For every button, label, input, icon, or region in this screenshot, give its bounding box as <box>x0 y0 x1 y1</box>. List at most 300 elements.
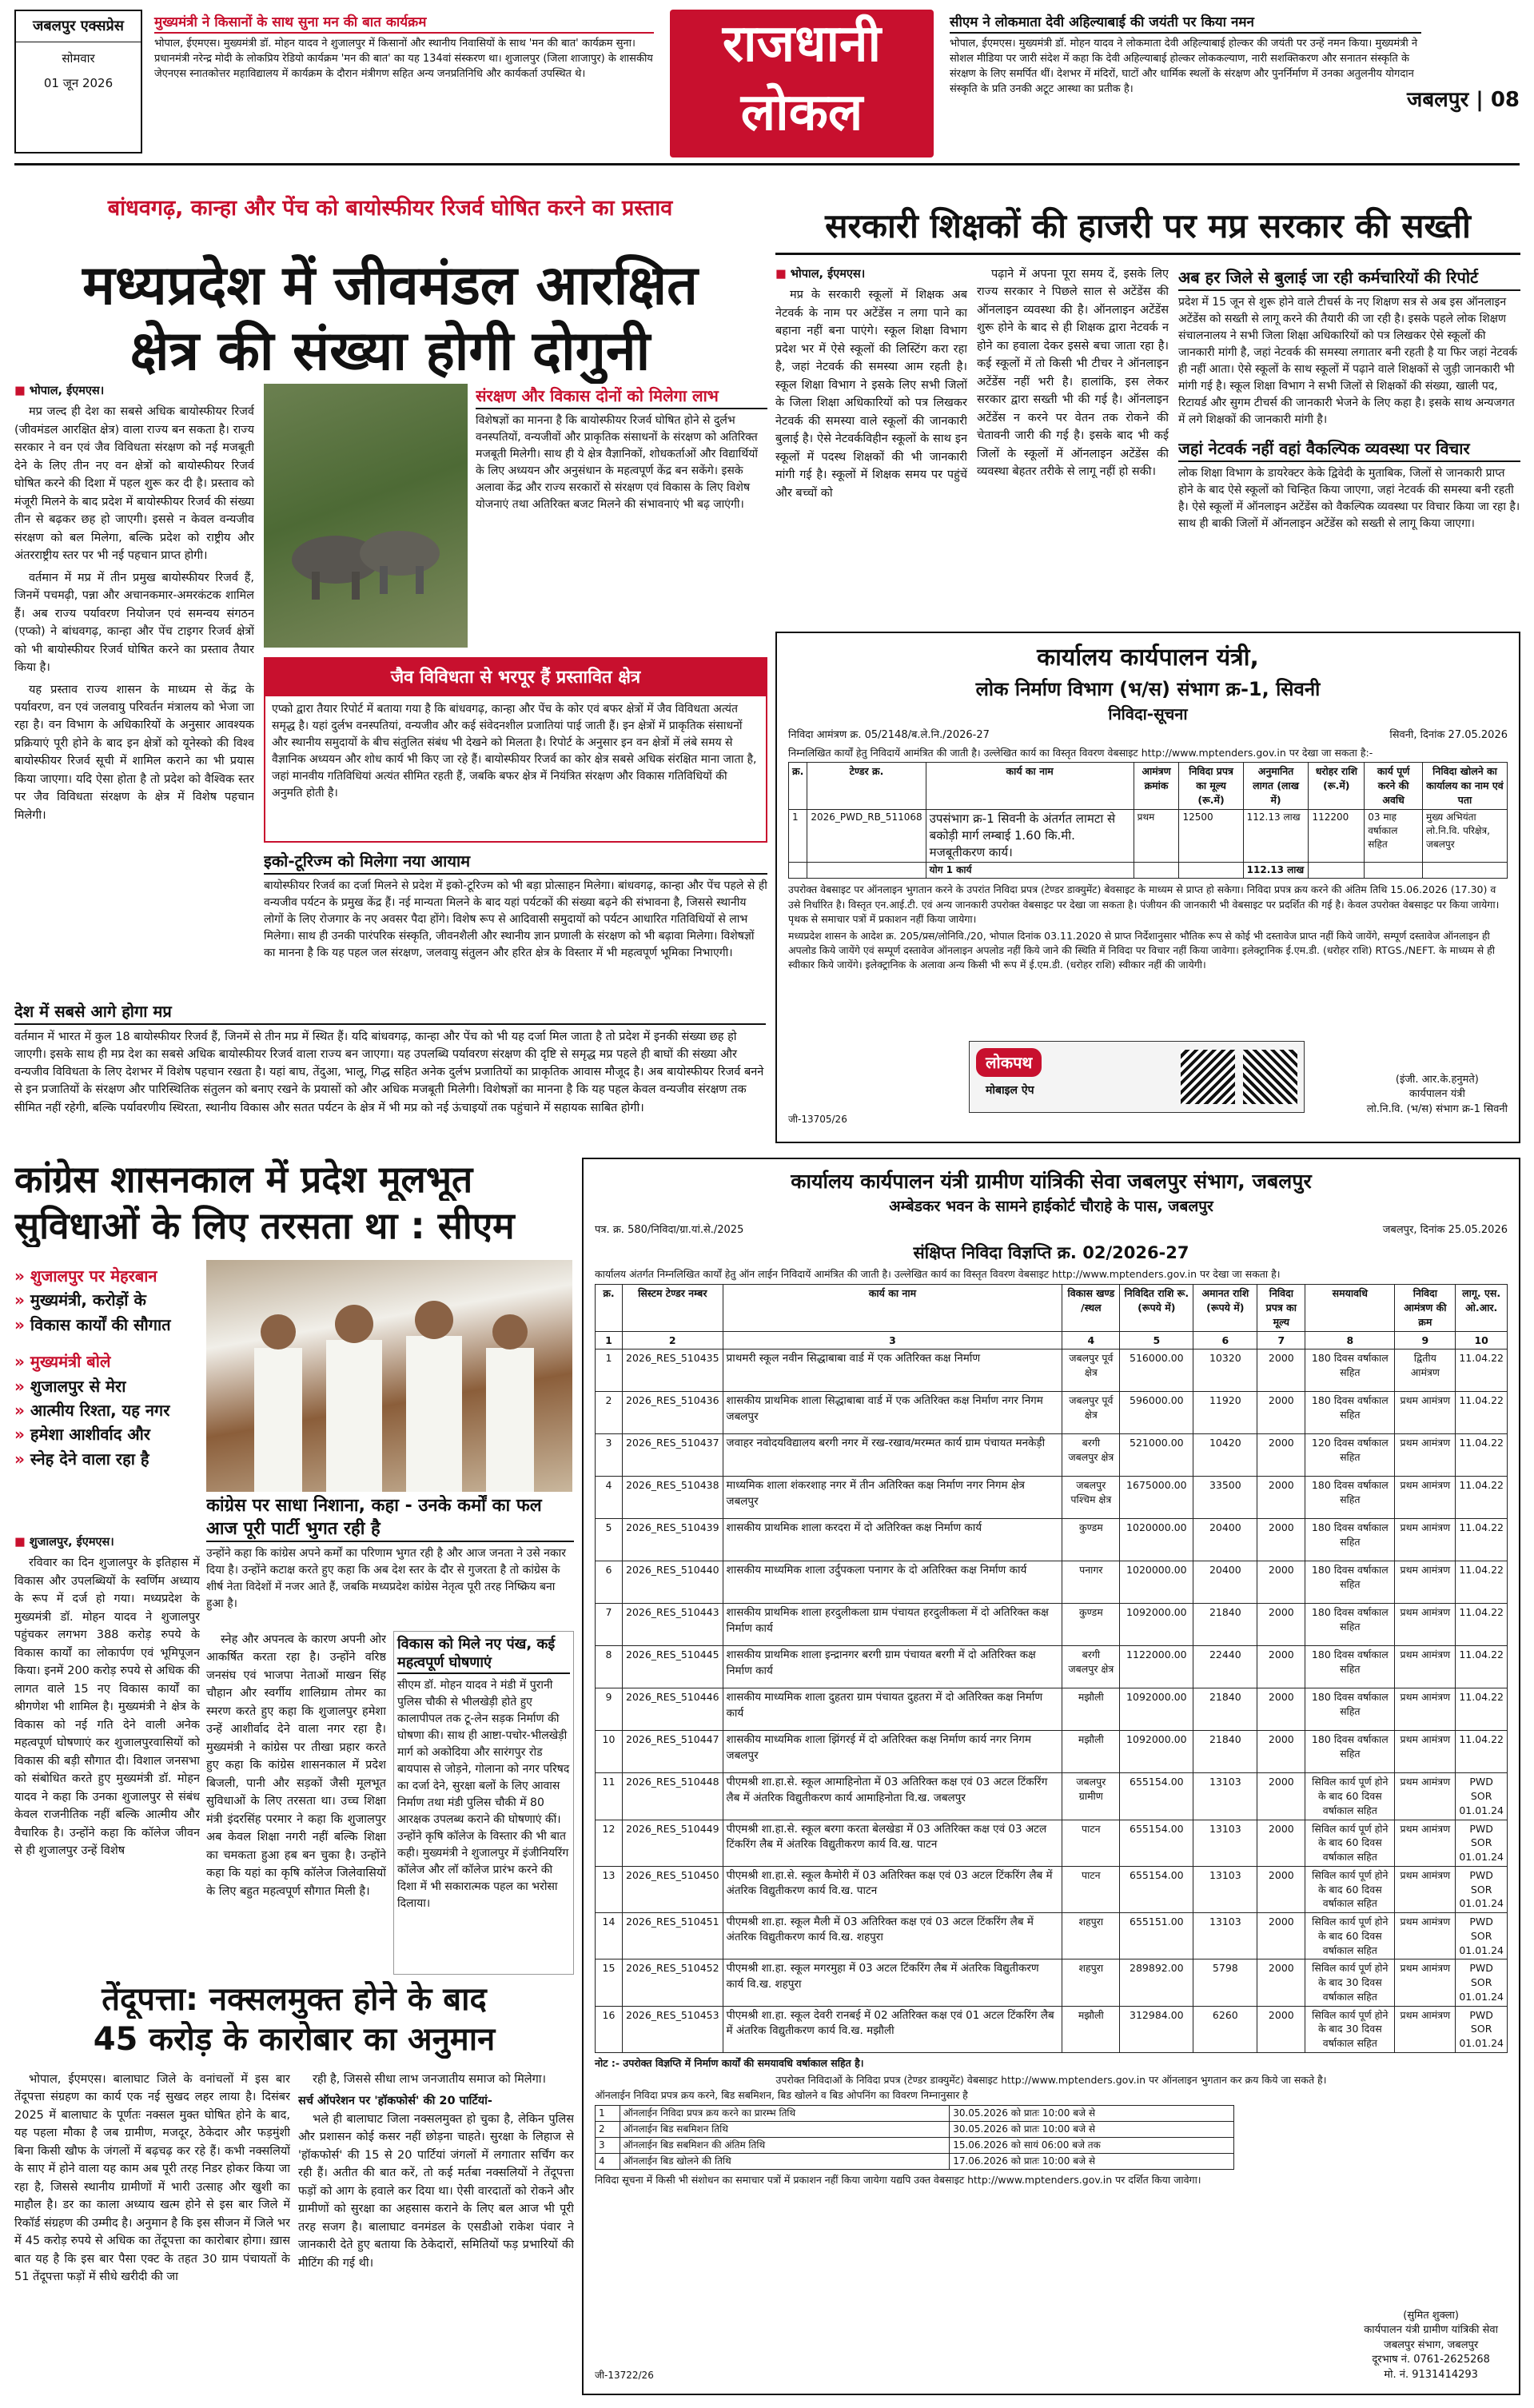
td: 11.04.22 <box>1456 1350 1508 1392</box>
th: आमंत्रण क्रमांक <box>1134 763 1179 809</box>
td: प्रथम आमंत्रण <box>1395 1773 1456 1820</box>
ad-subtitle: लोक निर्माण विभाग (भ/स) संभाग क्र-1, सिवनी <box>975 677 1321 700</box>
td: 2000 <box>1257 1519 1305 1561</box>
td: 2000 <box>1257 1434 1305 1477</box>
table-row <box>596 1820 1508 1866</box>
td: 180 दिवस वर्षाकाल सहित <box>1305 1731 1395 1773</box>
kicker <box>14 1448 198 1470</box>
td: 11.04.22 <box>1456 1434 1508 1477</box>
td: 112.13 लाख <box>1243 809 1309 863</box>
td: 1 <box>596 2106 620 2122</box>
ad-text: ऑनलाईन निविदा प्रपत्र क्रय करने, बिड सबमिशन, बिड खोलने व बिड ओपनिंग का विवरण निम्नानुसार है <box>595 2089 968 2102</box>
congress-column-1 <box>14 1533 200 1973</box>
td: पीएमश्री शा.हा. स्कूल मगरमुहा में 03 अटल टिंकरिंग लैब में अंतरिक विद्युतीकरण कार्य वि.ख. शहपुरा <box>723 1959 1062 2006</box>
td: शासकीय माध्यमिक शाला उर्दुपकला पनागर के दो अतिरिक्त कक्ष निर्माण कार्य <box>723 1561 1062 1604</box>
td: 13103 <box>1193 1773 1257 1820</box>
td: 2000 <box>1257 1731 1305 1773</box>
paragraph: यह प्रस्ताव राज्य शासन के माध्यम से केंद्र के पर्यावरण, वन एवं जलवायु परिवर्तन मंत्रालय को भेजा जा रहा है। वन विभाग के अधिकारियों के अनुसार आवश्यक प्रक्रियाएं पूरी होने के बाद इन क्षेत्रों को यूनेस्को की विश्व बायोस्फीयर रिजर्व सूची में शामिल कराने का भी प्रयास किया जाएगा। यदि ऐसा होता है तो प्रदेश को वैश्विक स्तर पर जैव विविधता संरक्षण के क्षेत्र में विशेष पहचान मिलेगी। <box>14 683 254 822</box>
td: 2000 <box>1257 1820 1305 1866</box>
byline: ■ भोपाल, ईएमएस। <box>775 265 967 283</box>
td: 655151.00 <box>1120 1913 1193 1959</box>
td: 8 <box>596 1646 623 1688</box>
kicker-text: शुजालपुर से मेरा <box>30 1376 126 1396</box>
td: 13103 <box>1193 1913 1257 1959</box>
td: माध्यमिक शाला शंकरशाह नगर में तीन अतिरिक्त कक्ष निर्माण नगर निगम क्षेत्र जबलपुर <box>723 1477 1062 1519</box>
paragraph: रविवार का दिन शुजालपुर के इतिहास में विकास और उपलब्धियों के स्वर्णिम अध्याय के रूप में दर्ज हो गया। मध्यप्रदेश के मुख्यमंत्री डॉ. मोहन यादव ने शुजालपुर पहुंचकर लगभग 388 करोड़ रुपये के विकास कार्यों का लोकार्पण एवं भूमिपूजन किया। इनमें 200 करोड़ रुपये से अधिक की लागत वाले 15 नए विकास कार्यों का श्रीगणेश भी शामिल है। मुख्यमंत्री ने क्षेत्र के विकास को नई गति देने वाली अनेक महत्वपूर्ण घोषणाएं कर शुजालपुरवासियों को विकास की बड़ी सौगात दी। विशाल जनसभा को संबोधित करते हुए मुख्यमंत्री डॉ. मोहन यादव ने कहा कि उनका शुजालपुर से संबंध केवल राजनीतिक नहीं बल्कि आत्मीय और वैचारिक है। उन्होंने कहा कि कॉलेज जीवन से ही शुजालपुर उन्हें विशेष <box>14 1557 200 1857</box>
page-number: जबलपुर | 08 <box>1407 88 1520 112</box>
sidebar-benefits <box>476 384 767 648</box>
td: 22440 <box>1193 1646 1257 1688</box>
naxal-column-2 <box>298 2071 574 2398</box>
teachers-headline: सरकारी शिक्षकों की हाजरी पर मप्र सरकार की सख्ती <box>775 206 1520 255</box>
table-number-row <box>596 1331 1508 1350</box>
th: कार्य पूर्ण करने की अवधि <box>1365 763 1423 809</box>
td: 180 दिवस वर्षाकाल सहित <box>1305 1688 1395 1731</box>
td: प्रथम आमंत्रण <box>1395 1688 1456 1731</box>
ad-intro: निम्नलिखित कार्यों हेतु निविदायें आमंत्रित की जाती है। उल्लेखित कार्य का विस्तृत विवरण वेबसाइट http://www.mptenders.gov.in पर देखा जा सकता है:- <box>788 746 1373 759</box>
td: 1092000.00 <box>1120 1731 1193 1773</box>
paragraph: मप्र जल्द ही देश का सबसे अधिक बायोस्फीयर रिजर्व (जीवमंडल आरक्षित क्षेत्र) वाला राज्य बन सकता है। राज्य सरकार ने वन एवं जैव विविधता संरक्षण को नई मजबूती देने के लिए तीन नए वन क्षेत्रों को बायोस्फीयर रिजर्व घोषित करने की दिशा में पहल शुरू कर दी है। प्रस्ताव को मंजूरी मिलने के बाद प्रदेश में बायोस्फीयर रिजर्व की संख्या तीन से बढ़कर छह हो जाएगी। इससे न केवल वन्यजीव संरक्षण को बल मिलेगा, बल्कि प्रदेश को राष्ट्रीय और अंतरराष्ट्रीय स्तर पर भी नई पहचान प्राप्त होगी। <box>14 405 254 563</box>
ad-date: सिवनी, दिनांक 27.05.2026 <box>1389 729 1508 742</box>
kicker-text: मुख्यमंत्री, करोड़ों के <box>30 1290 146 1310</box>
masthead-story-left <box>154 13 654 82</box>
th: अनुमानित लागत (लाख में) <box>1243 763 1309 809</box>
box-title: विकास को मिले नए पंख, कई महत्वपूर्ण घोषणाएं <box>397 1635 570 1674</box>
td: 180 दिवस वर्षाकाल सहित <box>1305 1519 1395 1561</box>
sign-line: कार्यपालन यंत्री ग्रामीण यांत्रिकी सेवा <box>1364 2324 1498 2337</box>
td: शासकीय प्राथमिक शाला हरदुलीकला ग्राम पंचायत हरदुलीकला में दो अतिरिक्त कक्ष निर्माण कार्य <box>723 1604 1062 1646</box>
td: 655154.00 <box>1120 1773 1193 1820</box>
sign-line: लो.नि.वि. (भ/स) संभाग क्र-1 सिवनी <box>1366 1102 1508 1115</box>
td: 1 <box>789 809 807 863</box>
th: 10 <box>1456 1331 1508 1350</box>
kicker <box>14 1423 198 1445</box>
td: 6260 <box>1193 2006 1257 2052</box>
teachers-column-1 <box>775 265 967 625</box>
td: 10420 <box>1193 1434 1257 1477</box>
th: विकास खण्ड /स्थल <box>1062 1285 1120 1331</box>
kicker-text: स्नेह देने वाला रहा है <box>30 1449 149 1469</box>
td: 2026_RES_510453 <box>623 2006 723 2052</box>
td: शासकीय प्राथमिक शाला सिद्धाबाबा वार्ड में एक अतिरिक्त कक्ष निर्माण नगर निगम जबलपुर <box>723 1392 1062 1434</box>
td: PWD SOR 01.01.24 <box>1456 1959 1508 2006</box>
td: 13103 <box>1193 1820 1257 1866</box>
paper-box <box>14 10 142 153</box>
ad-text: मध्यप्रदेश शासन के आदेश क्र. 205/प्रस/लोनिवि./20, भोपाल दिनांक 03.11.2020 से प्राप्त निर्देशानुसार भौतिक रूप से कोई भी दस्तावेज प्राप्त नहीं किये जायेंगे, सम्पूर्ण दस्तावेज ऑनलाइन ही अपलोड किये जायेंगे एवं सम्पूर्ण दस्तावेज ऑनलाइन अपलोड नहीं किये जाने की स्थिति में निविदा पर विचार नहीं किया जावेगा। इलेक्ट्रानिक ई.एम.डी. (धरोहर राशि) RTGS./NEFT. के माध्यम से ही स्वीकार किये जायेंगे। इलेक्ट्रानिक के अलावा अन्य किसी भी रूप में ई.एम.डी. (धरोहर राशि) स्वीकार नहीं की जायेगी। <box>788 929 1496 971</box>
td: 180 दिवस वर्षाकाल सहित <box>1305 1477 1395 1519</box>
sidebar-text: विशेषज्ञों का मानना है कि बायोस्फीयर रिजर्व घोषित होने से दुर्लभ वनस्पतियों, वन्यजीवों और प्राकृतिक संसाधनों के संरक्षण को अतिरिक्त मजबूती मिलेगी। साथ ही ये क्षेत्र वैज्ञानिकों, शोधकर्ताओं और विद्यार्थियों के लिए अध्ययन और अनुसंधान के महत्वपूर्ण केंद्र बन सकेंगे। इसके अलावा केंद्र और राज्य सरकारों से संरक्षण एवं विकास के लिए विशेष योजनाएं तथा अतिरिक्त बजट मिलने की संभावनाएं भी बढ़ जाएंगी। <box>476 414 758 511</box>
naxal-headline-1: तेंदूपत्ता: नक्सलमुक्त होने के बाद <box>102 1981 487 2018</box>
td: 21840 <box>1193 1604 1257 1646</box>
td: 2026_RES_510449 <box>623 1820 723 1866</box>
masthead <box>14 10 1520 165</box>
rhino-icon <box>264 384 468 648</box>
td: 2000 <box>1257 1477 1305 1519</box>
th: अमानत राशि (रूपये में) <box>1193 1285 1257 1331</box>
td: 112.13 लाख <box>1243 863 1309 879</box>
table-row <box>596 1731 1508 1773</box>
eco-text: बायोस्फीयर रिजर्व का दर्जा मिलने से प्रदेश में इको-टूरिज्म को भी बड़ा प्रोत्साहन मिलेगा। बांधवगढ़, कान्हा और पेंच पहले से ही वन्यजीव पर्यटन के प्रमुख केंद्र हैं। नई मान्यता मिलने के बाद यहां पर्यटकों की संख्या बढ़ने की संभावना है, जिससे स्थानीय लोगों के लिए रोजगार के नए अवसर पैदा होंगे। विशेष रूप से आदिवासी समुदायों को पर्यटन आधारित गतिविधियों से लाभ मिलेगा। साथ ही उनकी पारंपरिक संस्कृति, जीवनशैली और स्थानीय ज्ञान प्रणाली के संरक्षण को भी बढ़ावा मिलेगा। विशेषज्ञों का मानना है कि यह पहल जल संरक्षण, जलवायु संतुलन और हरित क्षेत्र के विस्तार में भी महत्वपूर्ण भूमिका निभाएगी। <box>264 879 767 959</box>
td: 2026_PWD_RB_511068 <box>807 809 926 863</box>
td: 10320 <box>1193 1350 1257 1392</box>
announcements-box <box>393 1631 574 1975</box>
td: 11.04.22 <box>1456 1646 1508 1688</box>
td: 312984.00 <box>1120 2006 1193 2052</box>
th: निविदा प्रपत्र का मूल्य <box>1257 1285 1305 1331</box>
issue-day: सोमवार <box>62 50 95 66</box>
td: प्रथम आमंत्रण <box>1395 1561 1456 1604</box>
ad-ref-line <box>595 1223 1508 1238</box>
kicker <box>14 1289 198 1311</box>
story-title: मुख्यमंत्री ने किसानों के साथ सुना मन की बात कार्यक्रम <box>154 13 654 34</box>
kicker-text: मुख्यमंत्री बोले <box>30 1352 111 1372</box>
td: प्रथम आमंत्रण <box>1395 1646 1456 1688</box>
page-city: जबलपुर <box>1407 88 1469 112</box>
td: पीएमश्री शा.हा.से. स्कूल आमाहिनोता में 03 अतिरिक्त कक्ष एवं 03 अटल टिंकरिंग लैब में अंतरिक विद्युतीकरण कार्य आमाहिनोता वि.ख. जबलपुर <box>723 1773 1062 1820</box>
td: 3 <box>596 2138 620 2154</box>
td: 2026_RES_510450 <box>623 1866 723 1912</box>
table-row <box>596 1959 1508 2006</box>
td: PWD SOR 01.01.24 <box>1456 1773 1508 1820</box>
td: मझौली <box>1062 1688 1120 1731</box>
sign-line: (इंजी. आर.के.हनुमते) <box>1395 1074 1479 1086</box>
th: 3 <box>723 1331 1062 1350</box>
cm-event-photo <box>206 1260 572 1492</box>
ad-notice: निविदा-सूचना <box>1108 704 1188 724</box>
congress-headline-1: कांग्रेस शासनकाल में प्रदेश मूलभूत <box>14 1158 473 1201</box>
td: जवाहर नवोदयविद्यालय बरगी नगर में रख-रखाव/मरम्मत कार्य ग्राम पंचायत मनकेड़ी <box>723 1434 1062 1477</box>
td: 11.04.22 <box>1456 1731 1508 1773</box>
td: ऑनलाईन बिड खोलने की तिथि <box>620 2154 950 2170</box>
td: 7 <box>596 1604 623 1646</box>
td: 2000 <box>1257 1688 1305 1731</box>
td: मझौली <box>1062 2006 1120 2052</box>
td: 112200 <box>1309 809 1365 863</box>
td: 2026_RES_510445 <box>623 1646 723 1688</box>
td: जबलपुर पूर्व क्षेत्र <box>1062 1392 1120 1434</box>
ad-ref-code: जी-13705/26 <box>788 1114 847 1125</box>
td: शासकीय प्राथमिक शाला इन्द्रानगर बरगी ग्राम पंचायत बरगी में दो अतिरिक्त कक्ष निर्माण कार्य <box>723 1646 1062 1688</box>
table-row <box>596 1350 1508 1392</box>
pwd-tender-ad <box>775 632 1520 1143</box>
kicker-text: विकास कार्यों की सौगात <box>30 1314 171 1334</box>
kicker-text: शुजालपुर पर मेहरबान <box>30 1266 157 1286</box>
td: प्रथम आमंत्रण <box>1395 1820 1456 1866</box>
td: जबलपुर ग्रामीण <box>1062 1773 1120 1820</box>
td: प्रथम आमंत्रण <box>1395 1913 1456 1959</box>
td: 1 <box>596 1350 623 1392</box>
sign-line: मो. नं. 9131414293 <box>1384 2368 1478 2381</box>
td: 2026_RES_510437 <box>623 1434 723 1477</box>
td: शहपुरा <box>1062 1913 1120 1959</box>
kicker <box>14 1350 198 1373</box>
table-row <box>596 1688 1508 1731</box>
app-name: लोकपथ <box>976 1048 1042 1077</box>
ad-intro: कार्यालय अंतर्गत निम्नलिखित कार्यों हेतु ऑन लाईन निविदायें आमंत्रित की जाती है। उल्लेखित कार्य का विस्तृत विवरण वेबसाइट http://www.mptenders.gov.in पर देखा जा सकता है। <box>595 1267 1281 1280</box>
td: PWD SOR 01.01.24 <box>1456 2006 1508 2052</box>
td: 11.04.22 <box>1456 1477 1508 1519</box>
byline: ■ भोपाल, ईएमएस। <box>14 382 254 400</box>
td: 21840 <box>1193 1688 1257 1731</box>
td: पीएमश्री शा.हा.से. स्कूल कैमोरी में 03 अतिरिक्त कक्ष एवं 03 अटल टिंकरिंग लैब में अंतरिक विद्युतीकरण कार्य वि.ख. पाटन <box>723 1866 1062 1912</box>
td: 9 <box>596 1688 623 1731</box>
td: 12500 <box>1179 809 1243 863</box>
td: 516000.00 <box>1120 1350 1193 1392</box>
sidebar-title: जहां नेटवर्क नहीं वहां वैकल्पिक व्यवस्था पर विचार <box>1178 437 1520 462</box>
td: 11.04.22 <box>1456 1519 1508 1561</box>
td: 10 <box>596 1731 623 1773</box>
kicker <box>14 1314 198 1336</box>
paragraph: मप्र के सरकारी स्कूलों में शिक्षक अब नेटवर्क के नाम पर अटेंडेंस न लगा पाने का बहाना नहीं बना पाएंगे। स्कूल शिक्षा विभाग प्रदेश भर में ऐसे स्कूलों की लिस्टिंग करा रहा है, जहां नेटवर्क की समस्या आम रहती है। स्कूल शिक्षा विभाग ने इसके लिए सभी जिलों के जिला शिक्षा अधिकारियों को पत्र लिखकर नेटवर्क की समस्या वाले स्कूलों की जानकारी बुलाई है। ऐसे नेटवर्कविहीन स्कूलों के साथ इन स्कूलों में पदस्थ शिक्षकों की भी जानकारी मांगी गई है। स्कूलों में शिक्षक समय पर पहुंचें और बच्चों को <box>775 289 967 500</box>
td: 1675000.00 <box>1120 1477 1193 1519</box>
td: मझौली <box>1062 1731 1120 1773</box>
sign-line: दूरभाष नं. 0761-2625268 <box>1372 2354 1490 2366</box>
td: 33500 <box>1193 1477 1257 1519</box>
th: 1 <box>596 1331 623 1350</box>
td: 180 दिवस वर्षाकाल सहित <box>1305 1604 1395 1646</box>
td: कुण्डम <box>1062 1519 1120 1561</box>
td: 2000 <box>1257 1561 1305 1604</box>
teachers-sidebar <box>1178 265 1520 625</box>
table-row <box>596 2106 1234 2122</box>
td: 2000 <box>1257 1350 1305 1392</box>
td: 2026_RES_510448 <box>623 1773 723 1820</box>
td: 289892.00 <box>1120 1959 1193 2006</box>
td: सिविल कार्य पूर्ण होने के बाद 60 दिवस वर्षाकाल सहित <box>1305 1866 1395 1912</box>
td: 120 दिवस वर्षाकाल सहित <box>1305 1434 1395 1477</box>
ad-ref: पत्र. क्र. 580/निविदा/ग्रा.यां.से./2025 <box>595 1224 744 1237</box>
paragraph: स्नेह और अपनत्व के कारण अपनी ओर आकर्षित करता रहा है। उन्होंने वरिष्ठ जनसंघ एवं भाजपा नेताओं माखन सिंह चौहान और स्वर्गीय शालिग्राम तोमर का स्मरण करते हुए कहा कि शुजालपुर हमेशा उन्हें आशीर्वाद देने वाला नगर रहा है। मुख्यमंत्री ने कांग्रेस पर तीखा प्रहार करते हुए कहा कि कांग्रेस शासनकाल में प्रदेश बिजली, पानी और सड़कों जैसी मूलभूत सुविधाओं के लिए तरसता था। उच्च शिक्षा मंत्री इंदरसिंह परमार ने कहा कि शुजालपुर अब केवल शिक्षा नगरी नहीं बल्कि शिक्षा का चमकता हुआ हब बन चुका है। उन्होंने कहा कि यहां का कृषि कॉलेज जिलेवासियों के लिए बहुत महत्वपूर्ण सौगात मिली है। <box>206 1633 386 1898</box>
td: 2026_RES_510440 <box>623 1561 723 1604</box>
td: 12 <box>596 1820 623 1866</box>
td: 4 <box>596 1477 623 1519</box>
sign-line: जबलपुर संभाग, जबलपुर <box>1384 2338 1479 2351</box>
td: 13 <box>596 1866 623 1912</box>
biosphere-headline-1: मध्यप्रदेश में जीवमंडल आरक्षित <box>82 254 698 317</box>
ad-date: जबलपुर, दिनांक 25.05.2026 <box>1382 1224 1508 1237</box>
td: प्रथम आमंत्रण <box>1395 1604 1456 1646</box>
td: 2026_RES_510439 <box>623 1519 723 1561</box>
td: 14 <box>596 1913 623 1959</box>
sidebar-text: लोक शिक्षा विभाग के डायरेक्टर केके द्विवेदी के मुताबिक, जिलों से जानकारी प्राप्त होने के बाद ऐसे स्कूलों को चिन्हित किया जाएगा, जहां नेटवर्क की समस्या बनी रहती है। ऐसे स्कूलों में ऑनलाइन अटेंडेंस को वैकल्पिक व्यवस्था पर विचार किया जा रहा है। साथ ही बाकी जिलों में ऑनलाइन अटेंडेंस को सख्ती से लागू किया जाएगा। <box>1178 467 1520 530</box>
story-text: भोपाल, ईएमएस। मुख्यमंत्री डॉ. मोहन यादव ने लोकमाता देवी अहिल्याबाई होल्कर की जयंती पर उन्हें नमन किया। मुख्यमंत्री ने सोशल मीडिया पर जारी संदेश में कहा कि देवी अहिल्याबाई होल्कर लोककल्याण, नारी सशक्तिकरण और सनातन संस्कृति के संरक्षण के लिए समर्पित थीं। देशभर में मंदिरों, घाटों और धार्मिक स्थलों के संरक्षण और पुनर्निर्माण में उनका अतुलनीय योगदान संस्कृति के प्रति उनकी अटूट आस्था का प्रतीक है। <box>950 38 1418 95</box>
sidebar-title: संरक्षण और विकास दोनों को मिलेगा लाभ <box>476 384 767 409</box>
td: 11.04.22 <box>1456 1604 1508 1646</box>
td: कुण्डम <box>1062 1604 1120 1646</box>
td: द्वितीय आमंत्रण <box>1395 1350 1456 1392</box>
table-header-row <box>596 1285 1508 1331</box>
td: 1092000.00 <box>1120 1688 1193 1731</box>
naxal-column-1 <box>14 2071 290 2398</box>
th: धरोहर राशि (रू.में) <box>1309 763 1365 809</box>
td: 11920 <box>1193 1392 1257 1434</box>
ad-text: उपरोक्त निविदाओं के निविदा प्रपत्र (टेण्डर डाक्युमेंट) वेबसाइट http://www.mptenders.gov.in पर ऑनलाइन भुगतान कर क्रय किये जा सकते है। <box>775 2073 1327 2086</box>
paper-name: जबलपुर एक्सप्रेस <box>16 11 141 42</box>
schedule-table <box>595 2105 1234 2170</box>
td: योग 1 कार्य <box>926 863 1134 879</box>
logo-line-1: राजधानी <box>722 14 882 74</box>
lokpath-app-banner <box>969 1041 1305 1113</box>
ad-text: उपरोक्त वेबसाइट पर ऑनलाइन भुगतान करने के उपरांत निविदा प्रपत्र (टेण्डर डाक्युमेंट) बेवसाइट के माध्यम से प्राप्त हो सकेगा। निविदा प्रपत्र क्रय करने की अंतिम तिथि 15.06.2026 (17.30) व उसे निर्धारित है। विस्तृत एन.आई.टी. एवं अन्य जानकारी उपरोक्त वेबसाइट पर देखा जा सकता है। पंजीयन की जानकारी भी वेबसाइट पर प्रदर्शित की गई है। केवल उपरोक्त वेबसाइट पर किया जायेगा। पृथक से समाचार पत्रों में प्रकाशन नहीं किया जायेगा। <box>788 883 1500 925</box>
biosphere-headline-2: क्षेत्र की संख्या होगी दोगुनी <box>129 320 651 383</box>
td: 655154.00 <box>1120 1866 1193 1912</box>
naxal-headline-2: 45 करोड़ के कारोबार का अनुमान <box>93 2021 496 2058</box>
td: 11.04.22 <box>1456 1561 1508 1604</box>
td: 180 दिवस वर्षाकाल सहित <box>1305 1392 1395 1434</box>
td: 20400 <box>1193 1519 1257 1561</box>
td: 3 <box>596 1434 623 1477</box>
td: 4 <box>596 2154 620 2170</box>
td: 2026_RES_510447 <box>623 1731 723 1773</box>
td: मुख्य अभियंता लो.नि.वि. परिक्षेत्र, जबलपुर <box>1423 809 1508 863</box>
td: 2000 <box>1257 1646 1305 1688</box>
table-row <box>596 2006 1508 2052</box>
th: 2 <box>623 1331 723 1350</box>
td: बरगी जबलपुर क्षेत्र <box>1062 1646 1120 1688</box>
eco-tourism <box>264 849 767 993</box>
table-total-row <box>789 863 1508 879</box>
td: 1122000.00 <box>1120 1646 1193 1688</box>
table-row <box>596 1866 1508 1912</box>
th: 8 <box>1305 1331 1395 1350</box>
kicker <box>14 1375 198 1397</box>
ad-ref-line <box>788 728 1508 743</box>
sub-text: उन्होंने कहा कि कांग्रेस अपने कर्मों का परिणाम भुगत रही है और आज जनता ने उसे नकार दिया है। उन्होंने कटाक्ष करते हुए कहा कि अब देश स्तर के दौर से गुजरता है तो कांग्रेस के शीर्ष नेता विदेशों में नजर आते हैं, जबकि मध्यप्रदेश कांग्रेस नेतृत्व पूरी तरह निष्क्रिय बना हुआ है। <box>206 1547 566 1611</box>
biosphere-column-1 <box>14 382 254 990</box>
td: 2000 <box>1257 2006 1305 2052</box>
ad-note: नोट :- उपरोक्त विज्ञप्ति में निर्माण कार्यों की समयावधि वर्षाकाल सहित है। <box>595 2056 864 2069</box>
app-subtitle: मोबाइल ऐप <box>986 1084 1034 1097</box>
ad-signature <box>1367 1073 1508 1117</box>
res-tender-table <box>595 1284 1508 2053</box>
th: निविदा खोलने का कार्यालय का नाम एवं पता <box>1423 763 1508 809</box>
th: कार्य का नाम <box>926 763 1134 809</box>
td: 2000 <box>1257 1913 1305 1959</box>
ad-notice: संक्षिप्त निविदा विज्ञप्ति क्र. 02/2026-27 <box>913 1242 1189 1262</box>
td: 20400 <box>1193 1561 1257 1604</box>
td: जबलपुर पूर्व क्षेत्र <box>1062 1350 1120 1392</box>
td: शहपुरा <box>1062 1959 1120 2006</box>
td: 11.04.22 <box>1456 1392 1508 1434</box>
th: क्र. <box>789 763 807 809</box>
biosphere-deck: बांधवगढ़, कान्हा और पेंच को बायोस्फीयर रिजर्व घोषित करने का प्रस्ताव <box>107 196 673 221</box>
td: सिविल कार्य पूर्ण होने के बाद 30 दिवस वर्षाकाल सहित <box>1305 1959 1395 2006</box>
th: 9 <box>1395 1331 1456 1350</box>
lead-text: वर्तमान में भारत में कुल 18 बायोस्फीयर रिजर्व हैं, जिनमें से तीन मप्र में स्थित हैं। यदि बांधवगढ़, कान्हा और पेंच को भी यह दर्जा मिल जाता है तो प्रदेश में इनकी संख्या छह हो जाएगी। इसके साथ ही मप्र देश का सबसे अधिक बायोस्फीयर रिजर्व वाला राज्य बन जाएगा। यह उपलब्धि पर्यावरण संरक्षण की दृष्टि से समृद्ध मप्र पहले ही बाघों की संख्या और वन्यजीव विविधता के लिए देशभर में विशेष पहचान रखता है। यहां बाघ, तेंदुआ, भालू, गिद्ध सहित अनेक दुर्लभ प्रजातियों का प्राकृतिक आवास मौजूद है। अब बायोस्फीयर रिजर्व बनने से इन प्रजातियों के संरक्षण और पारिस्थितिक संतुलन को बनाए रखने के प्रयासों को और अधिक मजबूती मिलेगी। विशेषज्ञों का मानना है कि यह पहल केवल वन्यजीव संरक्षण तक सीमित नहीं रहेगी, बल्कि पर्यावरणीय स्थिरता, स्थानीय विकास और सतत पर्यटन के क्षेत्र में भी मप्र को नई ऊंचाइयों तक पहुंचाने में सहायक साबित होगी। <box>14 1031 764 1114</box>
paragraph: पढ़ाने में अपना पूरा समय दें, इसके लिए राज्य सरकार ने पिछले साल से अटेंडेंस की ऑनलाइन व्यवस्था की है। ऑनलाइन अटेंडेंस शुरू होने के बाद से ही शिक्षक द्वारा नेटवर्क न होने का हवाला देकर इससे बचा जाता रहा है। कई स्कूलों में तो किसी भी टीचर ने ऑनलाइन अटेंडेंस नहीं भरी है। हालांकि, इस लेकर सरकार द्वारा सख्ती भी की गई है। ऑनलाइन अटेंडेंस न करने पर वेतन तक रोकने की चेतावनी जारी की गई है। इसके बाद भी कई जिलों के स्कूलों में ऑनलाइन अटेंडेंस की व्यवस्था बेहतर तरीके से लागू नहीं हो सकी। <box>977 268 1169 479</box>
box-text: एप्को द्वारा तैयार रिपोर्ट में बताया गया है कि बांधवगढ़, कान्हा और पेंच के कोर एवं बफर क्षेत्रों में जैव विविधता अत्यंत समृद्ध है। यहां दुर्लभ वनस्पतियां, वन्यजीव और कई संवेदनशील प्रजातियां पाई जाती हैं। इन क्षेत्रों में प्राकृतिक संसाधनों और स्थानीय समुदायों के बीच संतुलित संबंध भी देखने को मिलता है। रिपोर्ट के अनुसार इन वन क्षेत्रों में लंबे समय से वैज्ञानिक अध्ययन और शोध कार्य भी किए जा रहे हैं। बायोस्फीयर रिजर्व का कोर क्षेत्र सबसे अधिक संरक्षित माना जाता है, जहां मानवीय गतिविधियां अत्यंत सीमित रहती हैं, जबकि बफर क्षेत्र में नियंत्रित संरक्षण और विकास गतिविधियों की अनुमति होती है। <box>272 703 757 800</box>
masthead-story-right <box>950 13 1421 98</box>
qr-code-icon <box>1243 1050 1297 1104</box>
congress-sub-story <box>206 1495 574 1627</box>
td: पीएमश्री शा.हा. स्कूल मैली में 03 अतिरिक्त कक्ष एवं 03 अटल टिंकरिंग लैब में अंतरिक विद्युतीकरण कार्य वि.ख. शहपुरा <box>723 1913 1062 1959</box>
lead-section <box>14 999 766 1131</box>
ad-title: कार्यालय कार्यपालन यंत्री, <box>1037 644 1259 672</box>
table-row <box>596 1773 1508 1820</box>
td: 15.06.2026 को सायं 06:00 बजे तक <box>950 2138 1234 2154</box>
lead-title: देश में सबसे आगे होगा मप्र <box>14 999 766 1025</box>
td: पनागर <box>1062 1561 1120 1604</box>
issue-date: 01 जून 2026 <box>43 75 114 90</box>
th: लागू. एस. ओ.आर. <box>1456 1285 1508 1331</box>
ad-signature <box>1364 2309 1498 2382</box>
table-row <box>596 1434 1508 1477</box>
qr-code-icon <box>1181 1050 1235 1104</box>
td: प्रथम आमंत्रण <box>1395 1519 1456 1561</box>
td: PWD SOR 01.01.24 <box>1456 1820 1508 1866</box>
box-title: जैव विविधता से भरपूर हैं प्रस्तावित क्षेत्र <box>265 659 766 696</box>
td: प्रथम आमंत्रण <box>1395 1731 1456 1773</box>
th: निविदित राशि रू. (रूपये में) <box>1120 1285 1193 1331</box>
td: 03 माह वर्षाकाल सहित <box>1365 809 1423 863</box>
td: 2000 <box>1257 1959 1305 2006</box>
th: निविदा प्रपत्र का मूल्य (रू.में) <box>1179 763 1243 809</box>
kicker-text: हमेशा आशीर्वाद और <box>30 1425 150 1445</box>
td: 2026_RES_510446 <box>623 1688 723 1731</box>
table-header-row <box>789 763 1508 809</box>
sub-title: कांग्रेस पर साधा निशाना, कहा - उनके कर्मों का फल आज पूरी पार्टी भुगत रही है <box>206 1495 574 1542</box>
th: कार्य का नाम <box>723 1285 1062 1331</box>
congress-column-2 <box>206 1631 386 1975</box>
eco-title: इको-टूरिज्म को मिलेगा नया आयाम <box>264 849 767 875</box>
td: प्रथम आमंत्रण <box>1395 1477 1456 1519</box>
td: ऑनलाईन निविदा प्रपत्र क्रय करने का प्रारम्भ तिथि <box>620 2106 950 2122</box>
td: ऑनलाईन बिड सबमिशन की अंतिम तिथि <box>620 2138 950 2154</box>
td: उपसंभाग क्र-1 सिवनी के अंतर्गत लामटा से बकोड़ी मार्ग लम्बाई 1.60 कि.मी. मजबूतीकरण कार्य। <box>926 809 1134 863</box>
section-logo <box>670 10 934 157</box>
paragraph: भोपाल, ईएमएस। बालाघाट जिले के वनांचलों में इस बार तेंदूपत्ता संग्रहण का कार्य एक नई सुखद लहर लाया है। दिसंबर 2025 में बालाघाट के पूर्णतः नक्सल मुक्त घोषित होने के बाद, यह पहला मौका है जब ग्रामीण, मजदूर, ठेकेदार और फड़मुंशी बिना किसी खौफ के जंगलों में बढ़चढ़ कर रहे हैं। कभी नक्सलियों के साए में होने वाला यह काम अब पूरी तरह निडर होकर किया जा रहा है, जिससे स्थानीय ग्रामीणों में भारी उत्साह और खुशी का माहौल है। डर का काला अध्याय खत्म होने से इस बार जिले में रिकॉर्ड संग्रहण की उम्मीद है। अनुमान है कि इस सीजन में जिले भर में 45 करोड़ रुपये से अधिक का तेंदूपत्ता का कारोबार होगा। ख़ास बात यह है कि इस बार पैसा एक्ट के तहत 30 ग्राम पंचायतों के 51 तेंदूपत्ता फड़ों में सीधे खरीदी की जा <box>14 2073 290 2284</box>
sub-title: सर्च ऑपरेशन पर 'हॉकफोर्स' की 20 पार्टियां- <box>298 2095 492 2108</box>
ad-title: कार्यालय कार्यपालन यंत्री ग्रामीण यांत्रिकी सेवा जबलपुर संभाग, जबलपुर <box>791 1170 1312 1193</box>
td: 21840 <box>1193 1731 1257 1773</box>
td: 1092000.00 <box>1120 1604 1193 1646</box>
td: 2026_RES_510435 <box>623 1350 723 1392</box>
kicker <box>14 1399 198 1421</box>
table-row <box>596 1646 1508 1688</box>
th: सिस्टम टेण्डर नम्बर <box>623 1285 723 1331</box>
th: 4 <box>1062 1331 1120 1350</box>
td: 30.05.2026 को प्रातः 10:00 बजे से <box>950 2106 1234 2122</box>
td: 5798 <box>1193 1959 1257 2006</box>
biodiversity-box <box>264 657 767 843</box>
td: 2 <box>596 1392 623 1434</box>
paragraph: रही है, जिससे सीधा लाभ जनजातीय समाज को मिलेगा। <box>313 2073 546 2086</box>
table-row <box>596 1477 1508 1519</box>
table-row <box>596 1604 1508 1646</box>
td: प्रथम आमंत्रण <box>1395 1959 1456 2006</box>
paragraph: भले ही बालाघाट जिला नक्सलमुक्त हो चुका है, लेकिन पुलिस और प्रशासन कोई कसर नहीं छोड़ना चाहते। सुरक्षा के लिहाज से 'हॉकफोर्स' की 15 से 20 पार्टियां जंगलों में लगातार सर्चिंग कर रही हैं। अतीत की बात करें, तो कई मर्तबा नक्सलियों ने तेंदूपत्ता फड़ों को आग के हवाले कर दिया था। ऐसी वारदातों को रोकने और ग्रामीणों को सुरक्षा का अहसास कराने के लिए बल आज भी पूरी तरह सजग है। बालाघाट वनमंडल के एसडीओ राकेश पंवार ने जानकारी देते हुए बताया कि ठेकेदारों, समितियों फड़ प्रभारियों की मीटिंग की गई थी। <box>298 2112 574 2270</box>
td: 2000 <box>1257 1866 1305 1912</box>
th: क्र. <box>596 1285 623 1331</box>
td: 2026_RES_510436 <box>623 1392 723 1434</box>
td: शासकीय माध्यमिक शाला झिंगरई में दो अतिरिक्त कक्ष निर्माण कार्य नगर निगम जबलपुर <box>723 1731 1062 1773</box>
td: 6 <box>596 1561 623 1604</box>
ad-subtitle: अम्बेडकर भवन के सामने हाईकोर्ट चौराहे के पास, जबलपुर <box>889 1197 1213 1215</box>
kicker-text: आत्मीय रिश्ता, यह नगर <box>30 1400 170 1420</box>
td: सिविल कार्य पूर्ण होने के बाद 60 दिवस वर्षाकाल सहित <box>1305 1773 1395 1820</box>
td: 521000.00 <box>1120 1434 1193 1477</box>
td: 17.06.2026 को प्रातः 10:00 बजे से <box>950 2154 1234 2170</box>
td: पीएमश्री शा.हा. स्कूल देवरी रानबई में 02 अतिरिक्त कक्ष एवं 01 अटल टिंकरिंग लैब में अंतरिक विद्युतीकरण कार्य वि.ख. मझौली <box>723 2006 1062 2052</box>
td: 596000.00 <box>1120 1392 1193 1434</box>
td: पाटन <box>1062 1820 1120 1866</box>
td: ऑनलाईन बिड सबमिशन तिथि <box>620 2122 950 2138</box>
table-row <box>596 1561 1508 1604</box>
th: टेण्डर क्र. <box>807 763 926 809</box>
td: 1020000.00 <box>1120 1519 1193 1561</box>
td: 2000 <box>1257 1392 1305 1434</box>
td: 2026_RES_510438 <box>623 1477 723 1519</box>
